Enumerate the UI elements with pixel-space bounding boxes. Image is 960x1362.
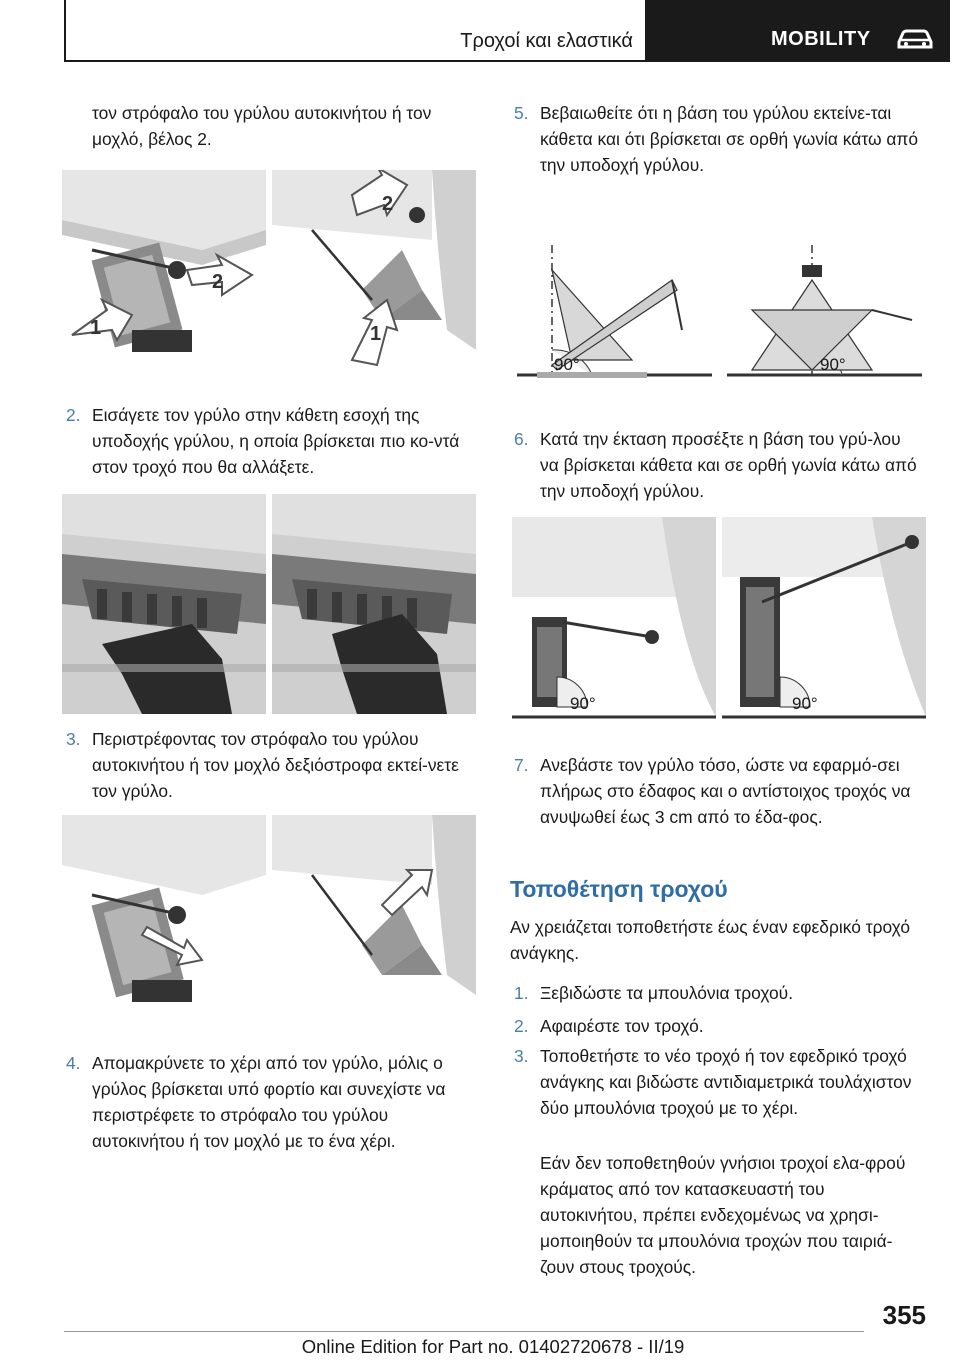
figure-panel-2a: [62, 494, 266, 714]
note-text: Εάν δεν τοποθετηθούν γνήσιοι τροχοί ελα-φρού κράματος από τον κατασκευαστή του αυτοκινήτου, πρέπει ενδεχομένως να χρησι-μοποιηθούν τα μπουλόνια τροχών που ταιριά-ζουν στους τροχούς.: [540, 1153, 906, 1277]
figure-panel-3a: [62, 815, 266, 1015]
step-6: [510, 426, 924, 504]
figure-panel-5b: [722, 517, 926, 722]
mount-step-1: [510, 980, 924, 1006]
step-number: 3.: [66, 729, 81, 749]
figure-jack-extend: [62, 815, 476, 1015]
angle-label: 90°: [820, 355, 846, 374]
step-text: Κατά την έκταση προσέξτε η βάση του γρύ-λου να βρίσκεται κάθετα και σε ορθή γωνία κάτω από την υποδοχή γρύλου.: [540, 429, 917, 501]
section-title: Τροχοί και ελαστικά: [460, 30, 633, 52]
step-number: 1.: [514, 983, 529, 1003]
step-text: Βεβαιωθείτε ότι η βάση του γρύλου εκτείνε-ται κάθετα και ότι βρίσκεται σε ορθή γωνία κάτω από την υποδοχή γρύλου.: [540, 103, 919, 175]
section-heading: [510, 876, 924, 903]
step-3: [62, 726, 476, 804]
angle-label: 90°: [554, 355, 580, 374]
arrow-label-1a: 1: [90, 317, 102, 339]
figure-panel-4b: [722, 240, 926, 380]
step-number: 3.: [514, 1046, 529, 1066]
step-5: [510, 100, 924, 178]
step-4: [62, 1050, 476, 1154]
step-text: Απομακρύνετε το χέρι από τον γρύλο, μόλις ο γρύλος βρίσκεται υπό φορτίο και συνεχίστε να περιστρέφετε το στρόφαλο του γρύλου αυτοκινήτου ή τον μοχλό με το ένα χέρι.: [92, 1053, 446, 1151]
figure-jack-vertical: [512, 517, 926, 722]
footer-edition: Online Edition for Part no. 01402720678 - II/19: [301, 1336, 685, 1357]
section-intro-text: Αν χρειάζεται τοποθετήστε έως έναν εφεδρικό τροχό ανάγκης.: [510, 917, 911, 963]
figure-jack-right-angle: [512, 240, 926, 380]
figure-jack-recess: [62, 494, 476, 714]
mount-step-2: [510, 1013, 924, 1039]
arrow-label-2b: 2: [382, 193, 394, 215]
chapter-tab: [647, 0, 950, 62]
chapter-label: MOBILITY: [771, 28, 871, 50]
step-number: 4.: [66, 1053, 81, 1073]
step-text: Ξεβιδώστε τα μπουλόνια τροχού.: [540, 983, 794, 1003]
figure-panel-3b: [272, 815, 476, 1015]
section-heading-text: Τοποθέτηση τροχού: [510, 876, 728, 902]
page-number: 355: [882, 1300, 926, 1330]
arrow-label-1b: 1: [370, 323, 382, 345]
step-number: 2.: [66, 405, 81, 425]
angle-label: 90°: [792, 694, 818, 713]
figure-panel-4a: [512, 240, 716, 380]
intro-text-block: [62, 100, 476, 152]
step-2: [62, 402, 476, 480]
figure-panel-2b: [272, 494, 476, 714]
arrow-label-2a: 2: [212, 271, 224, 293]
section-title-box: [64, 0, 647, 62]
page-header: [64, 0, 950, 62]
figure-panel-1b: [272, 170, 476, 370]
step-number: 2.: [514, 1016, 529, 1036]
note-block: [510, 1150, 924, 1280]
mount-step-3: [510, 1043, 924, 1121]
car-icon: [895, 28, 935, 50]
step-text: Εισάγετε τον γρύλο στην κάθετη εσοχή της υποδοχής γρύλου, η οποία βρίσκεται πιο κο-ντά στον τροχό που θα αλλάξετε.: [92, 405, 460, 477]
step-number: 6.: [514, 429, 529, 449]
step-text: Περιστρέφοντας τον στρόφαλο του γρύλου αυτοκινήτου ή τον μοχλό δεξιόστροφα εκτεί-νετε τον γρύλο.: [92, 729, 459, 801]
figure-jack-placement: [62, 170, 476, 370]
step-text: Τοποθετήστε το νέο τροχό ή τον εφεδρικό τροχό ανάγκης και βιδώστε αντιδιαμετρικά τουλάχιστον δύο μπουλόνια τροχού με το χέρι.: [540, 1046, 912, 1118]
step-7: [510, 752, 924, 830]
step-number: 5.: [514, 103, 529, 123]
figure-panel-5a: [512, 517, 716, 722]
intro-paragraph: τον στρόφαλο του γρύλου αυτοκινήτου ή τον μοχλό, βέλος 2.: [92, 103, 432, 149]
step-text: Ανεβάστε τον γρύλο τόσο, ώστε να εφαρμό-σει πλήρως στο έδαφος και ο αντίστοιχος τροχός να ανυψωθεί έως 3 cm από το έδα-φος.: [540, 755, 911, 827]
step-number: 7.: [514, 755, 529, 775]
footer-divider: [64, 1331, 864, 1332]
angle-label: 90°: [570, 694, 596, 713]
section-intro: [510, 914, 924, 966]
figure-panel-1a: [62, 170, 266, 370]
step-text: Αφαιρέστε τον τροχό.: [540, 1016, 704, 1036]
